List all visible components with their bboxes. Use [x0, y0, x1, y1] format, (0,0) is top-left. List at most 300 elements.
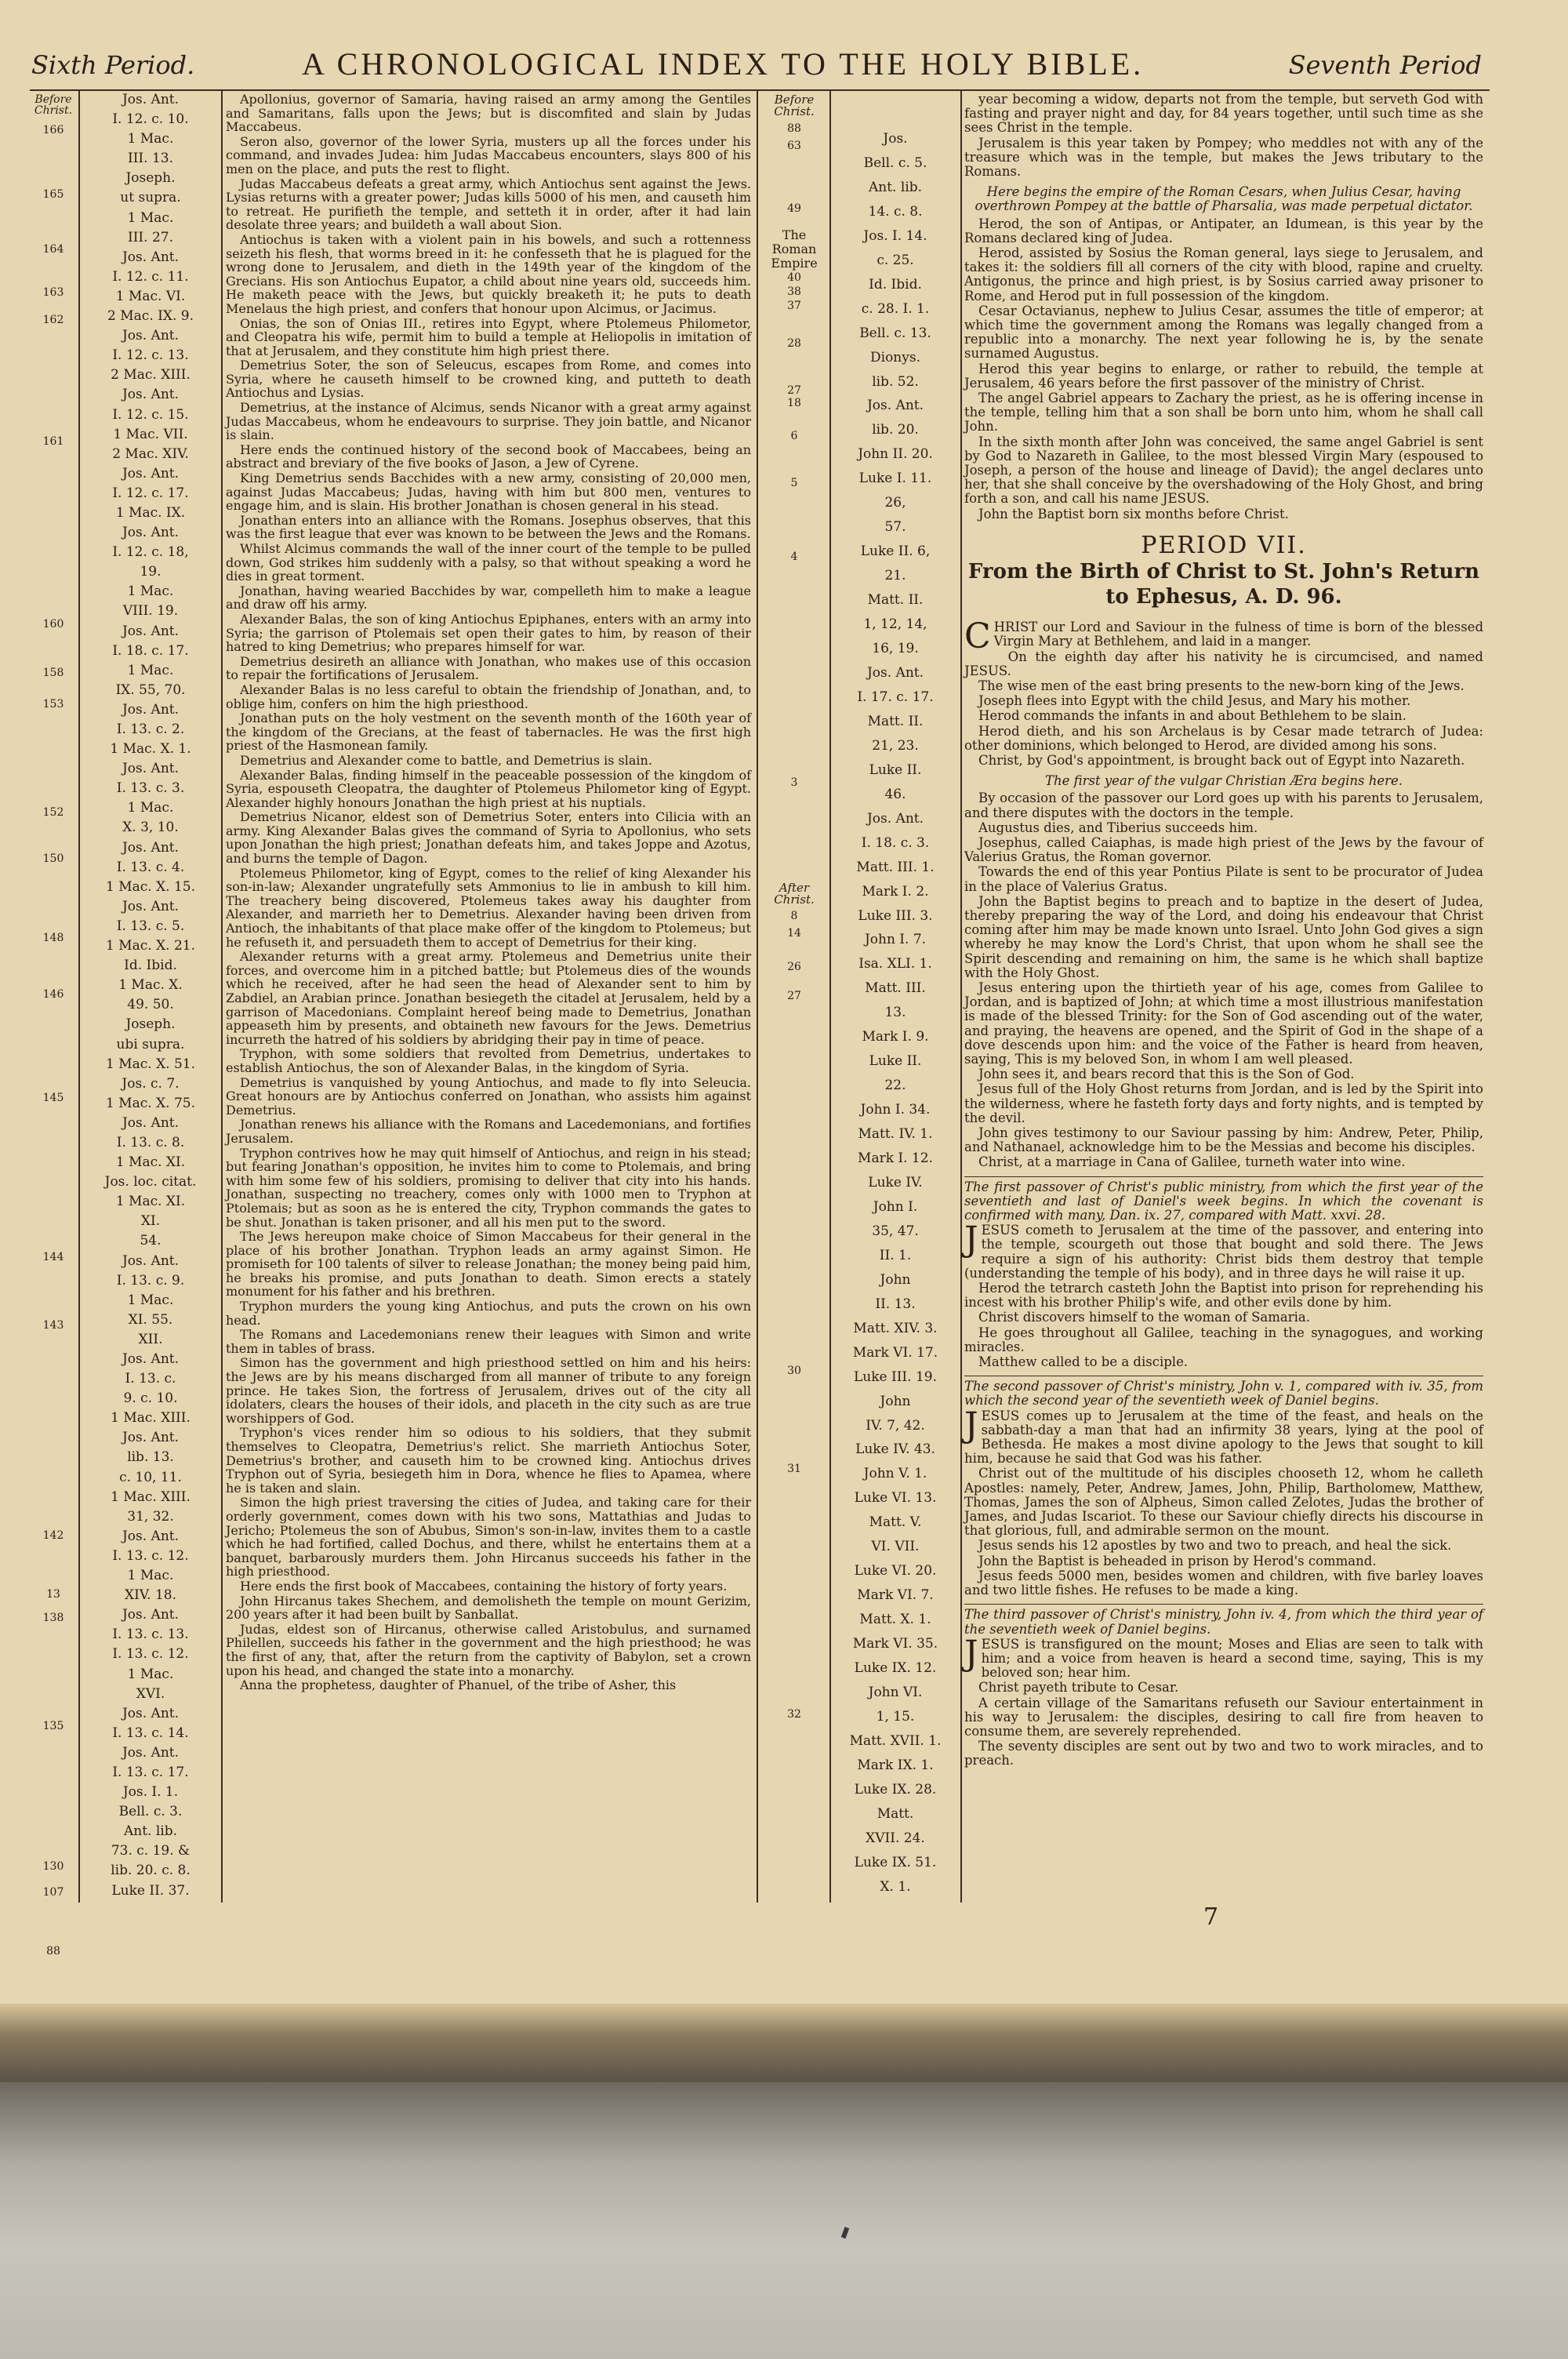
- page-number: 7: [1203, 1903, 1219, 1931]
- history-paragraph: Towards the end of this year Pontius Pilate is sent to be procurator of Judea in the place of Valerius Gratus.: [964, 864, 1483, 894]
- date-label: 88: [787, 122, 801, 135]
- history-paragraph: John the Baptist begins to preach and to baptize in the desert of Judea, thereby preparing the way of the Lord, and doing his endeavour that Christ coming after him may be made known unto Israel. Unto John God gives a sign whereby he may know the Lord's Christ, that upon whom he shall see the Spirit descending and remaining on him, the same is he which shall baptize with the Holy Ghost.: [964, 893, 1483, 980]
- date-label: 37: [787, 300, 801, 312]
- date-label: 30: [787, 1365, 801, 1377]
- date-label: 160: [42, 618, 64, 631]
- reference-citation: I. 13. c.: [125, 1371, 176, 1387]
- date-column-head: Before Christ.: [34, 93, 73, 117]
- reference-citation: Luke II. 6,: [860, 543, 931, 560]
- reference-citation: 21.: [884, 568, 906, 584]
- reference-citation: Mark VI. 35.: [852, 1636, 938, 1652]
- history-paragraph: John sees it, and bears record that this is the Son of God.: [978, 1067, 1355, 1082]
- reference-citation: Jos. Ant.: [122, 1607, 180, 1623]
- date-label: 32: [787, 1708, 801, 1721]
- reference-citation: I. 13. c. 3.: [116, 780, 185, 797]
- history-paragraph: Here ends the continued history of the second book of Maccabees, being an abstract and breviary of the five books of Jason, a Jew of Cyrene.: [226, 442, 751, 471]
- history-paragraph: Christ, by God's appointment, is brought back out of Egypt into Nazareth.: [978, 752, 1465, 768]
- reference-citation: IV. 7, 42.: [866, 1417, 925, 1434]
- reference-citation: Mark I. 2.: [862, 883, 929, 900]
- reference-citation: 13.: [884, 1005, 906, 1021]
- reference-citation: I. 13. c. 12.: [112, 1646, 189, 1663]
- reference-citation: Jos. Ant.: [122, 1528, 180, 1544]
- third-passover-heading: The third passover of Christ's ministry, John iv. 4, from which the third year of the seventieth week of Daniel begins.: [964, 1607, 1483, 1637]
- date-label: 135: [42, 1720, 64, 1732]
- reference-citation: 1 Mac.: [127, 1666, 174, 1682]
- drop-cap: C: [964, 616, 991, 657]
- reference-citation: 16, 19.: [872, 641, 919, 657]
- reference-citation: 1 Mac.: [127, 131, 174, 147]
- history-paragraph: He goes throughout all Galilee, teaching in the synagogues, and working miracles.: [964, 1325, 1483, 1354]
- date-label: 158: [42, 667, 64, 679]
- date-label: 8: [790, 910, 798, 922]
- history-paragraph: Demetrius and Alexander come to battle, and Demetrius is slain.: [240, 752, 652, 768]
- reference-citation: Matt.: [877, 1805, 914, 1822]
- left-date-column: [30, 93, 77, 1957]
- reference-citation: John I. 34.: [860, 1102, 931, 1118]
- third-passover-block: [964, 1681, 1483, 1768]
- period-subtitle: From the Birth of Christ to St. John's Return to Ephesus, A. D. 96.: [967, 560, 1480, 609]
- reference-citation: John: [880, 1393, 911, 1409]
- date-label: 162: [42, 314, 64, 326]
- header-right-period: Seventh Period: [1288, 50, 1482, 80]
- history-paragraph: Jerusalem is this year taken by Pompey; who meddles not with any of the treasure which was in the temple, but makes the Jews tributary to the Romans.: [964, 135, 1483, 180]
- reference-citation: I. 13. c. 9.: [116, 1272, 185, 1289]
- date-label: 138: [42, 1612, 64, 1624]
- reference-citation: Luke VI. 13.: [854, 1490, 937, 1507]
- paragraph-text: ESUS cometh to Jerusalem at the time of the passover, and entering into the temple, scourgeth out those that bought and sold there. The Jews require a sign of his authority: Christ bids them destroy that temple (understanding the temple of his body), and in three days he will raise it up.: [964, 1223, 1483, 1281]
- reference-citation: XIV. 18.: [125, 1587, 176, 1604]
- history-paragraph: Onias, the son of Onias III., retires into Egypt, where Ptolemeus Philometor, and Cleopatra his wife, permit him to build a temple at Heliopolis in imitation of that at Jerusalem, and they constitute him high priest there.: [226, 315, 751, 358]
- date-label: 166: [42, 124, 64, 136]
- history-paragraph: On the eighth day after his nativity he is circumcised, and named JESUS.: [964, 649, 1483, 678]
- reference-citation: Isa. XLI. 1.: [858, 956, 932, 972]
- middle-date-column: [760, 94, 828, 1898]
- reference-citation: c. 28. I. 1.: [861, 300, 930, 317]
- date-label: 6: [790, 430, 798, 442]
- reference-citation: Luke I. 11.: [858, 471, 932, 487]
- history-paragraph: John Hircanus takes Shechem, and demolisheth the temple on mount Gerizim, 200 years after it had been built by Sanballat.: [226, 1593, 751, 1623]
- paragraph-text: ESUS is transfigured on the mount; Moses and Elias are seen to talk with him; and a voice from heaven is heard a second time, saying, This is my beloved son; hear him.: [981, 1636, 1483, 1681]
- reference-citation: I. 12. c. 13.: [112, 347, 189, 364]
- reference-citation: Luke IV.: [868, 1174, 923, 1190]
- history-paragraph: Tryphon murders the young king Antiochus, and puts the crown on his own head.: [226, 1299, 751, 1328]
- history-paragraph: Cesar Octavianus, nephew to Julius Cesar, assumes the title of emperor; at which time the government among the Romans was legally changed from a republic into a monarchy. The next year following he is, by the senate surnamed Augustus.: [964, 303, 1483, 362]
- reference-citation: Bell. c. 5.: [863, 154, 927, 171]
- reference-citation: John V. 1.: [863, 1466, 927, 1482]
- reference-citation: I. 12. c. 11.: [112, 268, 189, 285]
- reference-citation: VI. VII.: [871, 1539, 920, 1555]
- history-paragraph: The seventy disciples are sent out by two and two to work miracles, and to preach.: [964, 1739, 1483, 1768]
- date-label: 144: [42, 1251, 64, 1263]
- reference-citation: I. 12. c. 10.: [112, 111, 189, 128]
- reference-citation: Matt. III.: [865, 980, 926, 997]
- history-paragraph: The Romans and Lacedemonians renew their leagues with Simon and write them in tables of brass.: [226, 1327, 751, 1356]
- reference-citation: Jos.: [883, 131, 908, 147]
- history-paragraph: Jesus full of the Holy Ghost returns from Jordan, and is led by the Spirit into the wilderness, where he fasteth forty days and forty nights, and is tempted by the devil.: [964, 1081, 1483, 1125]
- history-paragraph: Alexander Balas is no less careful to obtain the friendship of Jonathan, and, to oblige him, confers on him the high priesthood.: [226, 682, 751, 711]
- history-paragraph: Joseph flees into Egypt with the child Jesus, and Mary his mother.: [978, 693, 1411, 709]
- header-title: A CHRONOLOGICAL INDEX TO THE HOLY BIBLE.: [302, 46, 1145, 82]
- reference-citation: ut supra.: [120, 190, 181, 206]
- date-label: 3: [790, 776, 798, 789]
- first-passover-block: [964, 1281, 1483, 1369]
- reference-citation: 1 Mac. X. 21.: [105, 938, 196, 954]
- reference-citation: Luke IX. 12.: [854, 1660, 937, 1677]
- reference-citation: Jos. Ant.: [122, 92, 180, 107]
- reference-citation: I. 13. c. 12.: [112, 1547, 189, 1564]
- history-paragraph: Herod this year begins to enlarge, or rather to rebuild, the temple at Jerusalem, 46 years before the first passover of the ministry of Christ.: [964, 361, 1483, 391]
- history-paragraph: Judas, eldest son of Hircanus, otherwise called Aristobulus, and surnamed Philellen, succeeds his father in the government and the high priesthood; he was the first of any, that, after the return from the captivity of Babylon, set a crown upon his head, and changed the state into a monarchy.: [226, 1621, 751, 1678]
- date-label: 27: [787, 384, 801, 397]
- history-paragraph: The angel Gabriel appears to Zachary the priest, as he is offering incense in the temple, telling him that a son shall be born unto him, whom he shall call John.: [964, 391, 1483, 434]
- reference-citation: Matt. XIV. 3.: [853, 1320, 938, 1336]
- history-paragraph: Demetrius Soter, the son of Seleucus, escapes from Rome, and comes into Syria, where he causeth himself to be crowned king, and putteth to death Antiochus and Lysias.: [226, 358, 751, 401]
- right-text-column: [964, 93, 1483, 1900]
- reference-citation: 1 Mac. XI.: [115, 1154, 186, 1171]
- date-label: 148: [42, 932, 64, 944]
- reference-citation: 1 Mac.: [127, 209, 174, 226]
- reference-citation: Id. Ibid.: [869, 276, 922, 293]
- reference-citation: Bell. c. 3.: [118, 1804, 183, 1820]
- history-paragraph: Herod commands the infants in and about Bethlehem to be slain.: [978, 708, 1406, 724]
- history-paragraph: John the Baptist born six months before Christ.: [978, 506, 1289, 522]
- reference-citation: Jos. Ant.: [122, 465, 180, 482]
- reference-citation: 1 Mac. IX.: [115, 504, 186, 521]
- date-label: 145: [42, 1092, 64, 1104]
- third-passover-paragraph: [964, 1633, 1483, 1681]
- reference-citation: I. 13. c. 17.: [112, 1764, 189, 1780]
- paragraph-text: ESUS comes up to Jerusalem at the time of the feast, and heals on the sabbath-day a man that had an infirmity 38 years, lying at the pool of Bethesda. He makes a most divine apology to the Jews that sought to kill him, because he said that God was his father.: [964, 1408, 1483, 1467]
- history-paragraph: Christ discovers himself to the woman of Samaria.: [978, 1310, 1310, 1325]
- table-surface: [0, 2082, 1568, 2359]
- reference-citation: Jos. Ant.: [122, 1744, 180, 1761]
- second-passover-paragraph: [964, 1405, 1483, 1467]
- date-label: 153: [42, 698, 64, 711]
- reference-citation: X. 3, 10.: [122, 820, 179, 836]
- column-rule: [960, 91, 962, 1903]
- reference-citation: I. 17. c. 17.: [857, 689, 934, 705]
- reference-citation: Id. Ibid.: [124, 958, 177, 974]
- reference-citation: 31, 32.: [127, 1508, 174, 1525]
- reference-citation: 1 Mac. X. 51.: [105, 1056, 196, 1072]
- reference-citation: I. 18. c. 3.: [861, 834, 930, 851]
- reference-citation: 2 Mac. IX. 9.: [107, 308, 194, 325]
- history-paragraph: Anna the prophetess, daughter of Phanuel, of the tribe of Asher, this: [240, 1677, 677, 1693]
- reference-citation: Jos. Ant.: [122, 249, 180, 265]
- era-heading: The first year of the vulgar Christian Æra begins here.: [1044, 773, 1403, 789]
- date-label: Empire: [771, 256, 818, 271]
- reference-citation: Luke III. 3.: [858, 907, 933, 924]
- empire-heading: Here begins the empire of the Roman Cesars, when Julius Cesar, having overthrown Pompey at the battle of Pharsalia, was made perpetual dictator.: [975, 184, 1473, 214]
- page-edge-shadow: [0, 2004, 1568, 2082]
- reference-citation: Jos. Ant.: [122, 839, 180, 856]
- reference-citation: lib. 13.: [127, 1449, 174, 1466]
- reference-citation: Luke IX. 51.: [854, 1854, 937, 1870]
- reference-citation: 1 Mac. VI.: [115, 288, 186, 304]
- reference-citation: IX. 55, 70.: [115, 682, 186, 698]
- reference-citation: 1 Mac. VII.: [113, 426, 188, 442]
- reference-citation: Matt. XVII. 1.: [849, 1732, 942, 1749]
- history-paragraph: year becoming a widow, departs not from the temple, but serveth God with fasting and prayer night and day, for 84 years together, until such time as she sees Christ in the temple.: [964, 92, 1483, 136]
- reference-citation: Matt. V.: [869, 1514, 922, 1531]
- column-rule: [757, 91, 758, 1903]
- reference-citation: Jos. Ant.: [122, 525, 180, 541]
- reference-citation: Jos. Ant.: [122, 328, 180, 344]
- reference-citation: Jos. Ant.: [122, 1705, 180, 1721]
- reference-citation: 1, 15.: [876, 1708, 915, 1725]
- reference-citation: 1 Mac. X. 75.: [105, 1095, 196, 1111]
- drop-cap: J: [964, 1633, 978, 1674]
- reference-citation: XI.: [140, 1213, 161, 1230]
- birth-paragraph: [964, 616, 1483, 657]
- reference-citation: VIII. 19.: [122, 603, 179, 620]
- history-paragraph: Demetrius desireth an alliance with Jonathan, who makes use of this occasion to repair the fortifications of Jerusalem.: [226, 653, 751, 683]
- history-paragraph: Jonathan renews his alliance with the Romans and Lacedemonians, and fortifies Jerusalem.: [226, 1117, 751, 1146]
- reference-citation: XVI.: [136, 1685, 165, 1702]
- date-label: 13: [46, 1588, 60, 1601]
- reference-citation: Matt. II.: [867, 713, 924, 729]
- history-paragraph: The wise men of the east bring presents to the new-born king of the Jews.: [978, 678, 1465, 693]
- history-paragraph: In the sixth month after John was conceived, the same angel Gabriel is sent by God to Nazareth in Galilee, to the most blessed Virgin Mary (espoused to Joseph, a person of the house and lineage of David); the angel declares unto her, that she shall conceive by the overshadowing of the Holy Ghost, and bring forth a son, and call his name JESUS.: [964, 434, 1483, 507]
- date-label: 146: [42, 988, 64, 1001]
- reference-citation: 1 Mac.: [127, 800, 174, 816]
- reference-citation: Jos. Ant.: [122, 623, 180, 639]
- reference-citation: III. 13.: [128, 151, 173, 167]
- reference-citation: 1 Mac.: [127, 1292, 174, 1308]
- reference-citation: I. 13. c. 14.: [112, 1725, 189, 1741]
- reference-citation: 1 Mac.: [127, 662, 174, 678]
- reference-citation: Mark I. 9.: [862, 1029, 929, 1045]
- history-paragraph: Augustus dies, and Tiberius succeeds him.: [978, 820, 1258, 835]
- reference-citation: II. 13.: [875, 1296, 916, 1312]
- empire-block: [964, 217, 1483, 522]
- reference-citation: Jos. I. 14.: [863, 227, 927, 244]
- history-paragraph: Judas Maccabeus defeats a great army, which Antiochus sent against the Jews. Lysias returns with a greater power; Judas kills 5000 of his men, and causeth him to retreat. He purifieth the temple, and setteth it in order, after it had lain desolate three years; and buildeth a wall about Sion.: [226, 176, 751, 233]
- history-paragraph: Tryphon, with some soldiers that revolted from Demetrius, undertakes to establish Antiochus, the son of Alexander Balas, in the kingdom of Syria.: [226, 1046, 751, 1075]
- reference-citation: 1 Mac. XIII.: [111, 1410, 191, 1427]
- reference-citation: Jos. Ant.: [122, 761, 180, 777]
- date-label: 49: [787, 202, 801, 215]
- date-label: 150: [42, 852, 64, 865]
- reference-citation: John I. 7.: [864, 932, 927, 948]
- reference-citation: Bell. c. 13.: [859, 325, 931, 341]
- reference-citation: Ant. lib.: [868, 179, 923, 195]
- reference-citation: X. 1.: [880, 1878, 911, 1895]
- reference-citation: 14. c. 8.: [868, 203, 923, 220]
- history-paragraph: Demetrius is vanquished by young Antiochus, and made to fly into Seleucia. Great honours are by Antiochus conferred on Jonathan, who assists him against Demetrius.: [226, 1074, 751, 1118]
- reference-citation: Joseph.: [125, 170, 176, 187]
- reference-citation: Jos. Ant.: [122, 1351, 180, 1367]
- reference-citation: 46.: [884, 786, 906, 802]
- reference-citation: Luke II. 37.: [111, 1882, 190, 1899]
- history-paragraph: Christ, at a marriage in Cana of Galilee, turneth water into wine.: [978, 1154, 1406, 1170]
- reference-citation: c. 10, 11.: [119, 1469, 182, 1485]
- reference-citation: 35, 47.: [872, 1223, 919, 1239]
- history-paragraph: Herod, assisted by Sosius the Roman general, lays siege to Jerusalem, and takes it: the soldiers fill all corners of the city with blood, rapine and cruelty. Antigonus, the prince and high priest, is by Sosius carried away prisoner to Rome, and Herod put in full possession of the kingdom.: [964, 245, 1483, 304]
- reference-citation: I. 12. c. 17.: [112, 485, 189, 501]
- reference-citation: Matt. IV. 1.: [858, 1126, 933, 1143]
- history-paragraph: Here ends the first book of Maccabees, containing the history of forty years.: [240, 1578, 728, 1594]
- reference-citation: Jos. Ant.: [122, 387, 180, 403]
- reference-citation: I. 18. c. 17.: [112, 642, 189, 659]
- history-paragraph: A certain village of the Samaritans refuseth our Saviour entertainment in his way to Jerusalem: the disciples, desiring to call fire from heaven to consume them, are severely reprehended.: [964, 1695, 1483, 1739]
- history-paragraph: Simon the high priest traversing the cities of Judea, and taking care for their orderly government, comes down with his two sons, Mattathias and Judas to Jericho; Ptolemeus the son of Abubus, Simon's son-in-law, invites them to a castle which he had fortified, called Dochus, and there, whilst he entertains them at a banquet, barbarously murders them. John Hircanus succeeds his father in the high priesthood.: [226, 1495, 751, 1579]
- first-passover-heading: The first passover of Christ's public ministry, from which the first year of the seventieth and last of Daniel's week begins. In which the covenant is confirmed with many, Dan. ix. 27, compared with Matt. xxvi. 28.: [964, 1179, 1483, 1223]
- header-left-period: Sixth Period.: [31, 50, 195, 80]
- intro-block: [964, 93, 1483, 179]
- history-paragraph: Tryphon contrives how he may quit himself of Antiochus, and reign in his stead; but fearing Jonathan's opposition, he invites him to come to Ptolemais, and bring with him some few of his soldiers, promising to deliver that city into his hands. Jonathan, suspecting no treachery, comes only with 1000 men to Tryphon at Ptolemais; but as soon as he is entered the city, Tryphon commands the gates to be shut. Jonathan is taken prisoner, and all his men put to the sword.: [226, 1145, 751, 1230]
- history-paragraph: By occasion of the passover our Lord goes up with his parents to Jerusalem, and there disputes with the doctors in the temple.: [964, 791, 1483, 820]
- era-block: [964, 791, 1483, 1169]
- reference-citation: Jos. Ant.: [122, 1430, 180, 1446]
- drop-cap: J: [964, 1219, 978, 1260]
- history-paragraph: Jesus sends his 12 apostles by two and two to preach, and heal the sick.: [978, 1538, 1452, 1554]
- reference-citation: III. 27.: [128, 229, 173, 245]
- history-paragraph: Jonathan enters into an alliance with the Romans. Josephus observes, that this was the first league that ever was known to be between the Jews and the Romans.: [226, 512, 751, 542]
- reference-citation: I. 13. c. 4.: [116, 859, 185, 875]
- date-label: 4: [790, 551, 798, 563]
- second-passover-heading: The second passover of Christ's ministry, John v. 1, compared with iv. 35, from which the second year of the seventieth week of Daniel begins.: [964, 1379, 1483, 1408]
- reference-citation: Mark IX. 1.: [857, 1757, 934, 1773]
- date-label: 40: [787, 271, 801, 284]
- column-rule: [78, 91, 80, 1903]
- history-paragraph: Ptolemeus Philometor, king of Egypt, comes to the relief of king Alexander his son-in-law; Alexander ungratefully sets Ammonius to lie in ambush to kill him. The treachery being discovered, Ptolemeus takes away his daughter from Alexander, and marrieth her to Demetrius. Alexander having been driven from Antioch, the inhabitants of that place make offer of the kingdom to Ptolemeus; but he refuseth it, and persuadeth them to accept of Demetrius for their king.: [226, 865, 751, 950]
- reference-citation: 2 Mac. XIV.: [112, 445, 189, 462]
- reference-citation: ubi supra.: [116, 1036, 185, 1052]
- history-paragraph: Seron also, governor of the lower Syria, musters up all the forces under his command, and invades Judea: him Judas Maccabeus encounters, slays 800 of his men on the place, and puts the rest to flight.: [226, 133, 751, 176]
- reference-citation: Jos. Ant.: [122, 1114, 180, 1131]
- reference-citation: Jos. loc. citat.: [104, 1174, 197, 1190]
- reference-citation: 19.: [140, 564, 162, 580]
- drop-cap: J: [964, 1405, 978, 1445]
- first-passover-section: [964, 1176, 1483, 1370]
- reference-citation: 1 Mac. X.: [118, 977, 183, 994]
- reference-citation: I. 13. c. 5.: [116, 918, 185, 934]
- reference-citation: Jos. Ant.: [122, 1252, 180, 1269]
- history-paragraph: Tryphon's vices render him so odious to his soldiers, that they submit themselves to Cleopatra, Demetrius's relict. She marrieth Antiochus Soter, Demetrius's brother, and causeth him to be crowned king. Antiochus drives Tryphon out of Syria, besiegeth him in Dora, whence he flies to Apamea, where he is taken and slain.: [226, 1425, 751, 1496]
- history-paragraph: Demetrius, at the instance of Alcimus, sends Nicanor with a great army against Judas Maccabeus, whom he endeavours to surprise. They join battle, and Nicanor is slain.: [226, 400, 751, 443]
- date-label: 27: [787, 990, 801, 1002]
- reference-citation: 2 Mac. XIII.: [111, 367, 191, 383]
- reference-citation: Matt. X. 1.: [859, 1612, 931, 1628]
- reference-citation: Mark VI. 7.: [857, 1587, 934, 1604]
- middle-reference-column: [833, 132, 958, 1904]
- history-paragraph: Alexander returns with a great army. Ptolemeus and Demetrius unite their forces, and overcome him in a pitched battle; but Ptolemeus dies of the wounds which he received, after he had seen the head of Alexander sent to him by Zabdiel, an Arabian prince. Jonathan besiegeth the citadel at Jerusalem, held by a garrison of Macedonians. Complaint hereof being made to Demetrius, Jonathan appeaseth him by presents, and obtaineth new favours for the Jews. Demetrius incurreth the hatred of his soldiers by abridging their pay in time of peace.: [226, 949, 751, 1047]
- reference-citation: Jos. Ant.: [122, 898, 180, 914]
- period-heading: PERIOD VII.: [1141, 531, 1307, 559]
- reference-citation: 57.: [884, 519, 906, 536]
- history-paragraph: Jonathan, having wearied Bacchides by war, compelleth him to make a league and draw off his army.: [226, 583, 751, 612]
- reference-citation: 1 Mac. XI.: [115, 1194, 186, 1210]
- reference-citation: XVII. 24.: [866, 1830, 925, 1846]
- date-label: 163: [42, 286, 64, 299]
- reference-citation: John VI.: [868, 1685, 923, 1700]
- history-paragraph: Alexander Balas, the son of king Antiochus Epiphanes, enters with an army into Syria; the garrison of Ptolemais set open their gates to him, by reason of their hatred to king Demetrius; who prepares himself for war.: [226, 611, 751, 655]
- date-label: 18: [787, 397, 801, 409]
- reference-citation: Matt. II.: [867, 592, 924, 609]
- history-paragraph: Simon has the government and high priesthood settled on him and his heirs: the Jews are by his means discharged from all manner of tribute to any foreign prince. He takes Sion, the fortress of Jerusalem, drives out of the city all idolaters, clears the houses of their idols, and placeth in the city such as are true worshippers of God.: [226, 1355, 751, 1426]
- reference-citation: I. 13. c. 2.: [116, 722, 185, 737]
- reference-citation: I. 13. c. 8.: [116, 1134, 185, 1150]
- reference-citation: 1, 12, 14,: [863, 616, 927, 633]
- reference-citation: Jos. Ant.: [866, 398, 924, 414]
- date-label: 5: [790, 477, 798, 489]
- page-header: [0, 45, 1568, 89]
- reference-citation: Jos. Ant.: [866, 810, 924, 827]
- reference-citation: Mark I. 12.: [858, 1150, 933, 1167]
- date-column-head: After Christ.: [774, 881, 815, 907]
- history-paragraph: The Jews hereupon make choice of Simon Maccabeus for their general in the place of his brother Jonathan. Tryphon leads an army against Simon. He promiseth for 100 talents of silver to release Jonathan; the money being paid him, he breaks his promise, and puts Jonathan to death. Simon erects a stately monument for his father and his brethren.: [226, 1229, 751, 1299]
- history-paragraph: Herod the tetrarch casteth John the Baptist into prison for reprehending his incest with his brother Philip's wife, and other evils done by him.: [964, 1281, 1483, 1310]
- date-column-head: Before Christ.: [774, 93, 815, 118]
- date-label: 161: [42, 435, 64, 448]
- history-paragraph: Jesus entering upon the thirtieth year of his age, comes from Galilee to Jordan, and is baptized of John; at which time a most illustrious manifestation is made of the blessed Trinity: for the Son of God ascending out of the water, and praying, the heavens are opened, and the Spirit of God in the shape of a dove descends upon him: and the voice of the Father is heard from heaven, saying, This is my beloved Son, in whom I am well pleased.: [964, 980, 1483, 1067]
- reference-citation: Joseph.: [125, 1016, 176, 1033]
- history-paragraph: Jesus feeds 5000 men, besides women and children, with five barley loaves and two little fishes. He refuses to be made a king.: [964, 1568, 1483, 1598]
- history-paragraph: John gives testimony to our Saviour passing by him: Andrew, Peter, Philip, and Nathanael, acknowledge him to be the Messias and become his disciples.: [964, 1125, 1483, 1155]
- reference-citation: 73. c. 19. &: [111, 1843, 191, 1859]
- reference-citation: 1 Mac.: [127, 1568, 174, 1584]
- first-passover-paragraph: [964, 1219, 1483, 1281]
- reference-citation: Luke VI. 20.: [854, 1563, 937, 1579]
- reference-citation: Luke II.: [869, 1053, 922, 1070]
- date-label: Roman: [771, 242, 817, 256]
- history-paragraph: Herod dieth, and his son Archelaus is by Cesar made tetrarch of Judea: other dominions, which belonged to Herod, are divided among his sons.: [964, 723, 1483, 753]
- reference-citation: Dionys.: [870, 349, 920, 365]
- reference-citation: Matt. III. 1.: [856, 859, 935, 875]
- reference-citation: Luke IV. 43.: [855, 1441, 935, 1458]
- left-reference-column: [82, 93, 220, 1904]
- reference-citation: I. 13. c. 13.: [112, 1627, 189, 1643]
- second-passover-section: [964, 1376, 1483, 1598]
- date-label: 152: [42, 806, 64, 819]
- reference-citation: I. 12. c. 18,: [112, 544, 189, 561]
- history-paragraph: Josephus, called Caiaphas, is made high priest of the Jews by the favour of Valerius Gratus, the Roman governor.: [964, 834, 1483, 865]
- reference-citation: Luke IX. 28.: [854, 1781, 937, 1797]
- history-paragraph: Christ out of the multitude of his disciples chooseth 12, whom he calleth Apostles: namely, Peter, Andrew, James, John, Philip, Bartholomew, Matthew, Thomas, James the son of Alpheus, Simon called Zelotes, Judas the brother of James, and Judas Iscariot. To these our Saviour chiefly directs his discourse in that glorious, full, and admirable sermon on the mount.: [964, 1466, 1483, 1539]
- reference-citation: XII.: [138, 1331, 163, 1347]
- third-passover-section: [964, 1604, 1483, 1768]
- reference-citation: 1 Mac. XIII.: [111, 1488, 191, 1505]
- history-paragraph: Matthew called to be a disciple.: [978, 1354, 1189, 1370]
- birth-block: [964, 650, 1483, 769]
- reference-citation: Jos. Ant.: [122, 701, 180, 718]
- reference-citation: John I.: [873, 1198, 918, 1215]
- date-label: 63: [787, 140, 801, 152]
- date-label: 14: [787, 927, 801, 940]
- history-paragraph: Herod, the son of Antipas, or Antipater, an Idumean, is this year by the Romans declared king of Judea.: [964, 216, 1483, 245]
- date-label: 26: [787, 961, 801, 973]
- column-rule: [221, 91, 223, 1903]
- reference-citation: John: [880, 1271, 911, 1288]
- date-label: 130: [42, 1860, 64, 1873]
- history-paragraph: Alexander Balas, finding himself in the peaceable possession of the kingdom of Syria, espouseth Cleopatra, the daughter of Ptolemeus Philometor king of Egypt. Alexander highly honours Jonathan the high priest at his nuptials.: [226, 767, 751, 810]
- reference-citation: Ant. lib.: [123, 1823, 178, 1840]
- history-paragraph: Whilst Alcimus commands the wall of the inner court of the temple to be pulled down, God strikes him suddenly with a palsy, so that without speaking a word he dies in great torment.: [226, 541, 751, 584]
- reference-citation: Luke II.: [869, 761, 922, 778]
- reference-citation: 1 Mac. X. 15.: [105, 878, 196, 895]
- reference-citation: lib. 20.: [872, 422, 919, 438]
- header-rule: [30, 89, 1490, 91]
- reference-citation: Jos. Ant.: [866, 664, 924, 681]
- left-text-column: [226, 93, 751, 1904]
- date-label: 38: [787, 285, 801, 298]
- history-paragraph: King Demetrius sends Bacchides with a new army, consisting of 20,000 men, against Judas Maccabeus; Judas, having with him but 800 men, ventures to engage him, and is slain. His brother Jonathan is chosen general in his stead.: [226, 471, 751, 514]
- history-paragraph: John the Baptist is beheaded in prison by Herod's command.: [978, 1553, 1377, 1568]
- reference-citation: Jos. c. 7.: [122, 1075, 180, 1092]
- reference-citation: 9. c. 10.: [123, 1390, 178, 1407]
- reference-citation: 21, 23.: [872, 737, 919, 754]
